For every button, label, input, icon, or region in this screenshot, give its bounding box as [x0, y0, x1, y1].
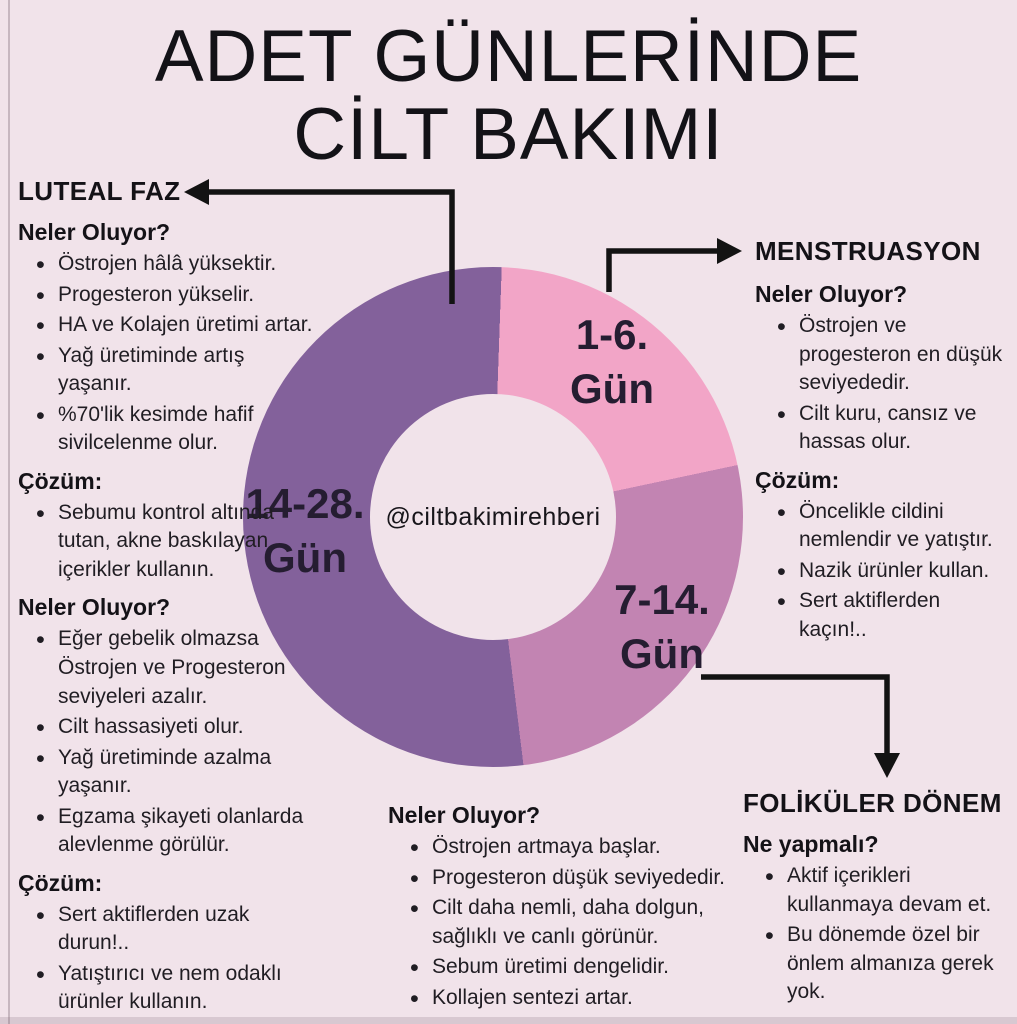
list-item: • %70'lik kesimde hafif sivilcelenme olur.: [34, 401, 320, 458]
bullet-list: [18, 901, 320, 1017]
bullet-list: [755, 498, 1009, 645]
subheading: Çözüm:: [755, 466, 840, 493]
list-item: • Cilt hassasiyeti olur.: [34, 713, 320, 742]
segment-label-1-6: [527, 308, 697, 416]
segment-days: 1-6.: [575, 311, 649, 358]
segment-unit: Gün: [620, 629, 704, 677]
section-heading-luteal: LUTEAL FAZ: [18, 176, 181, 206]
list-item: • Sebum üretimi dengelidir.: [408, 953, 740, 982]
subheading: Neler Oluyor?: [755, 281, 908, 307]
list-item: • Yatıştırıcı ve nem odaklı ürünler kullanın.: [34, 960, 320, 1017]
section-luteal: [18, 176, 320, 1019]
list-item: • Egzama şikayeti olanlarda alevlenme görülür.: [34, 803, 320, 860]
subheading: Neler Oluyor?: [18, 594, 171, 621]
segment-label-7-14: [577, 573, 747, 681]
list-item: • Cilt kuru, cansız ve hassas olur.: [775, 400, 1009, 457]
subheading: Çözüm:: [18, 467, 103, 494]
list-item: • Östrojen hâlâ yüksektir.: [34, 250, 320, 279]
subheading: Çözüm:: [18, 869, 103, 896]
section-folikuler-what-happens: [388, 802, 740, 1014]
section-folikuler: [743, 788, 1009, 1009]
list-item: • Yağ üretiminde artış yaşanır.: [34, 342, 320, 399]
section-menstruasyon: [755, 236, 1009, 646]
list-item: • Eğer gebelik olmazsa Östrojen ve Progesteron seviyeleri azalır.: [34, 625, 320, 711]
segment-unit: Gün: [263, 533, 347, 581]
list-item: • Öncelikle cildini nemlendir ve yatıştır.: [775, 498, 1009, 555]
bullet-list: [388, 833, 740, 1012]
list-item: • Bu dönemde özel bir önlem almanıza gerek yok.: [763, 921, 1009, 1007]
list-item: • Sert aktiflerden kaçın!..: [775, 587, 1009, 644]
segment-days: 14-28.: [245, 480, 365, 527]
list-item: • Nazik ürünler kullan.: [775, 557, 1009, 586]
bullet-list: [18, 250, 320, 458]
list-item: • Kollajen sentezi artar.: [408, 984, 740, 1013]
list-item: • Yağ üretiminde azalma yaşanır.: [34, 744, 320, 801]
bullet-list: [18, 625, 320, 859]
list-item: • Cilt daha nemli, daha dolgun, sağlıklı ve canlı görünür.: [408, 894, 740, 951]
subheading: Ne yapmalı?: [743, 831, 879, 857]
list-item: • Sebumu kontrol altında tutan, akne baskılayan içerikler kullanın.: [34, 499, 320, 585]
page-title: [0, 18, 1017, 174]
folikuler-arrow-line: [701, 677, 887, 758]
list-item: • HA ve Kolajen üretimi artar.: [34, 311, 320, 340]
list-item: • Progesteron düşük seviyededir.: [408, 864, 740, 893]
folikuler-arrowhead-icon: [874, 753, 900, 778]
bullet-list: [743, 862, 1009, 1007]
segment-days: 7-14.: [614, 576, 710, 623]
bullet-list: [755, 312, 1009, 457]
section-heading-menstruasyon: MENSTRUASYON: [755, 236, 981, 266]
list-item: • Aktif içerikleri kullanmaya devam et.: [763, 862, 1009, 919]
section-heading-folikuler: FOLİKÜLER DÖNEM: [743, 788, 1002, 818]
menstruasyon-arrowhead-icon: [717, 238, 742, 264]
list-item: • Sert aktiflerden uzak durun!..: [34, 901, 320, 958]
menstruasyon-arrow-line: [609, 251, 724, 292]
bullet-list: [18, 499, 320, 585]
segment-unit: Gün: [570, 364, 654, 412]
list-item: • Östrojen artmaya başlar.: [408, 833, 740, 862]
subheading: Neler Oluyor?: [18, 219, 171, 245]
list-item: • Östrojen ve progesteron en düşük seviyededir.: [775, 312, 1009, 398]
page-title-line1: ADET GÜNLERİNDE: [154, 16, 863, 97]
list-item: • Progesteron yükselir.: [34, 281, 320, 310]
subheading: Neler Oluyor?: [388, 802, 541, 828]
instagram-handle: @ciltbakimirehberi: [385, 502, 601, 531]
page-title-line2: CİLT BAKIMI: [293, 94, 724, 176]
